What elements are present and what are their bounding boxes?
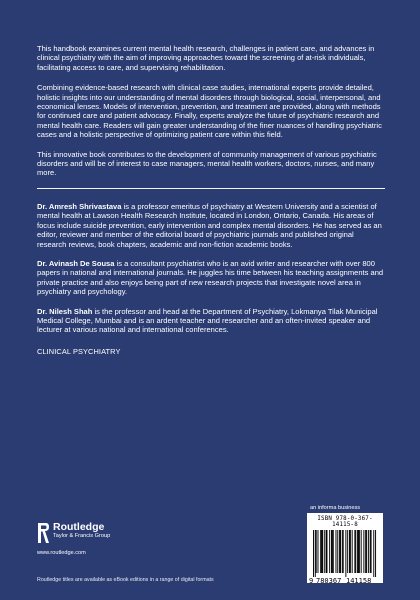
author-name: Dr. Amresh Shrivastava xyxy=(37,201,122,211)
author-name: Dr. Avinash De Sousa xyxy=(37,258,115,268)
barcode-bar xyxy=(337,530,338,573)
barcode-bar xyxy=(342,530,343,573)
barcode-bar xyxy=(332,530,333,573)
description-paragraph-1: This handbook examines current mental health research, challenges in patient care, and advances in clinical psychiatry with the aim of improving approaches toward the screening of at-risk individuals, facilitating access to care, and supervising rehabilitation. xyxy=(37,44,375,72)
barcode-bar xyxy=(361,530,362,573)
publisher-group: Taylor & Francis Group xyxy=(53,533,111,539)
barcode-digit-lead: 9 xyxy=(309,577,314,585)
ebook-note: Routledge titles are available as eBook editions in a range of digital formats xyxy=(37,577,214,583)
barcode-bar xyxy=(340,530,341,573)
barcode-bar xyxy=(345,530,346,577)
author-bio-text: is the professor and head at the Department of Psychiatry, Lokmanya Tilak Municipal Medical College, Mumbai and is an ardent teacher and researcher and an often-invited speaker and lecturer at various national and international conferences. xyxy=(37,306,378,335)
publisher-logo xyxy=(37,522,110,544)
barcode-bar xyxy=(333,530,334,573)
author-bio-text: is a consultant psychiatrist who is an avid writer and researcher with over 800 papers in national and international journals. He juggles his time between his teaching assignments and private practice and also enjoys being part of new research projects that investigate novel area in psychiatry and psychology. xyxy=(37,258,384,297)
routledge-logo-icon xyxy=(37,522,50,544)
barcode-bar xyxy=(327,530,328,573)
barcode-bar xyxy=(326,530,327,573)
publisher-name: Routledge xyxy=(53,521,105,533)
barcode-bar xyxy=(359,530,360,573)
barcode-bar xyxy=(370,530,371,573)
barcode-bar xyxy=(363,530,364,573)
barcode-bar xyxy=(320,530,321,573)
barcode-bar xyxy=(375,530,376,577)
author-bio-de-sousa xyxy=(37,259,385,297)
cover-text xyxy=(37,44,385,356)
barcode-bar xyxy=(371,530,372,573)
barcode-bar xyxy=(322,530,323,573)
barcode-digits-left: 780367 xyxy=(316,577,342,585)
barcode-bar xyxy=(373,530,374,577)
barcode-bar xyxy=(358,530,359,573)
barcode-digits-right: 141158 xyxy=(346,577,372,585)
barcode-bar xyxy=(316,530,317,573)
informa-tagline: an informa business xyxy=(310,505,361,511)
author-bio-shrivastava xyxy=(37,202,385,249)
barcode-bar xyxy=(313,530,314,577)
isbn-text: ISBN 978-0-367-14115-8 xyxy=(317,516,373,528)
section-divider xyxy=(37,188,385,189)
barcode-bar xyxy=(347,530,348,573)
publisher-url: www.routledge.com xyxy=(37,550,86,556)
barcode-bar xyxy=(368,530,369,573)
barcode-bar xyxy=(321,530,322,573)
barcode-bar xyxy=(350,530,351,573)
barcode-icon xyxy=(310,530,380,586)
barcode-bar xyxy=(324,530,325,573)
barcode-bar xyxy=(336,530,337,573)
description-paragraph-3: This innovative book contributes to the development of community management of various psychiatric disorders and will be of interest to case managers, mental health workers, doctors, nurses, and many more. xyxy=(37,149,377,178)
barcode-bar xyxy=(352,530,353,573)
barcode-bar xyxy=(354,530,355,573)
barcode-bar xyxy=(355,530,356,573)
author-bio-text: is a professor emeritus of psychiatry at Western University and a scientist of mental health at Lawson Health Research Institute, located in London, Ontario, Canada. His areas of focus include suicide prevention, early intervention and complex mental disorders. He has served as an editor, reviewer and member of the editorial board of psychiatric journals and published original research reviews, book chapters, academic and non-fiction academic books. xyxy=(37,201,382,249)
barcode-bar xyxy=(349,530,350,573)
barcode-bar xyxy=(357,530,358,573)
barcode-bar xyxy=(365,530,366,573)
description-paragraph-2: Combining evidence-based research with clinical case studies, international experts provide detailed, holistic insights into our understanding of mental disorders through biological, social, interpersonal, and economical lenses. Models of intervention, prevention, and treatment are provided, along with methods for continued care and patient advocacy. Finally, experts analyze the future of psychiatric research and mental health care. Readers will gain greater understanding of the finer nuances of handling psychiatric cases and a holistic perspective of optimizing patient care within this field. xyxy=(37,83,382,140)
isbn-barcode xyxy=(307,513,383,583)
barcode-bar xyxy=(315,530,316,577)
author-name: Dr. Nilesh Shah xyxy=(37,306,93,316)
author-bio-shah xyxy=(37,307,385,335)
barcode-bar xyxy=(331,530,332,573)
barcode-bar xyxy=(318,530,319,573)
barcode-bar xyxy=(339,530,340,573)
publisher-block xyxy=(37,522,110,556)
subject-category: CLINICAL PSYCHIATRY xyxy=(37,346,121,356)
barcode-bar xyxy=(329,530,330,573)
barcode-bar xyxy=(343,530,344,573)
barcode-bar xyxy=(366,530,367,573)
